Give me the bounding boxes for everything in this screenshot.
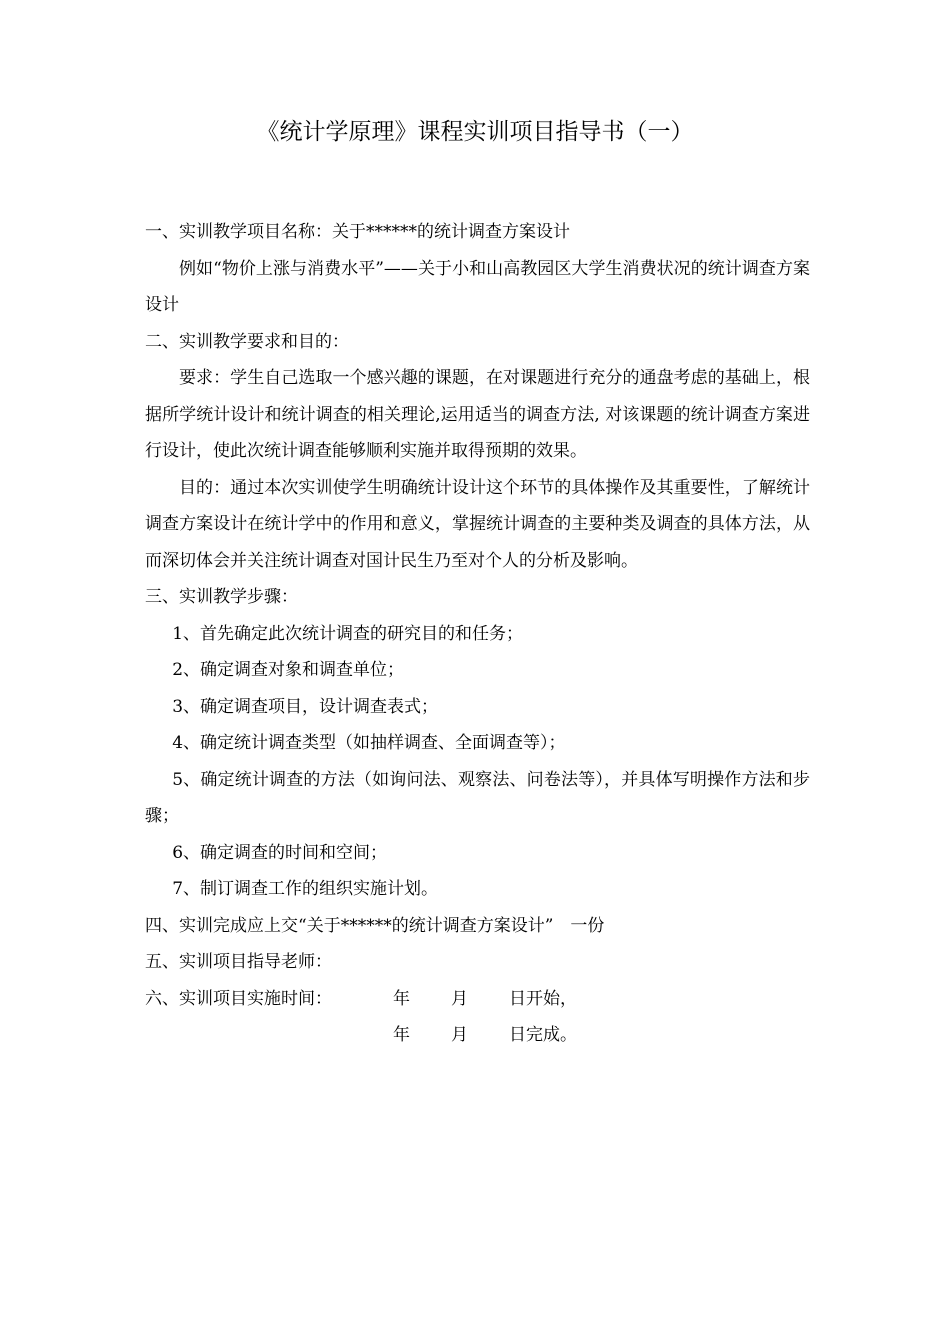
step-item: 7、制订调查工作的组织实施计划。 [172,879,439,899]
end-year-label: 年 [393,1025,410,1045]
step-item: 1、首先确定此次统计调查的研究目的和任务； [172,623,524,644]
section-3-heading: 三、实训教学步骤： [145,587,298,607]
step-item: 3、确定调查项目，设计调查表式； [172,696,439,717]
time-end-row [145,1017,810,1054]
time-end-fields [393,1017,577,1054]
section-1-example: 例如“物价上涨与消费水平”——关于小和山高教园区大学生消费状况的统计调查方案设计 [145,258,810,315]
step-item: 4、确定统计调查类型（如抽样调查、全面调查等）； [172,733,566,753]
section-1-heading: 一、实训教学项目名称：关于******的统计调查方案设计 [145,222,570,242]
section-4-heading: 四、实训完成应上交“关于******的统计调查方案设计” 一份 [145,915,605,936]
time-start-row [145,981,810,1018]
document-body [145,214,810,1054]
section-5-heading: 五、实训项目指导老师： [145,952,332,972]
section-6-heading: 六、实训项目实施时间： [145,988,332,1009]
section-2-requirement: 要求：学生自己选取一个感兴趣的课题，在对课题进行充分的通盘考虑的基础上，根据所学统计设计和统计调查的相关理论,运用适当的调查方法, 对该课题的统计调查方案进行设计，使此次统计调查能够顺利实施并取得预期的效果。 [145,368,810,461]
start-year-label: 年 [393,988,410,1009]
start-month-label: 月 [451,988,468,1009]
section-2-purpose: 目的：通过本次实训使学生明确统计设计这个环节的具体操作及其重要性，了解统计调查方案设计在统计学中的作用和意义，掌握统计调查的主要种类及调查的具体方法，从而深切体会并关注统计调查对国计民生乃至对个人的分析及影响。 [145,477,810,571]
section-2-heading: 二、实训教学要求和目的： [145,331,349,352]
end-day-label: 日完成。 [509,1025,577,1045]
step-item: 6、确定调查的时间和空间； [172,842,388,863]
time-start-fields [393,981,577,1018]
end-month-label: 月 [451,1025,468,1045]
step-item: 2、确定调查对象和调查单位； [172,660,405,680]
start-day-label: 日开始， [509,988,577,1009]
document-title: 《统计学原理》课程实训项目指导书（一） [256,119,694,145]
step-item: 5、确定统计调查的方法（如询问法、观察法、问卷法等），并具体写明操作方法和步骤； [145,769,810,826]
